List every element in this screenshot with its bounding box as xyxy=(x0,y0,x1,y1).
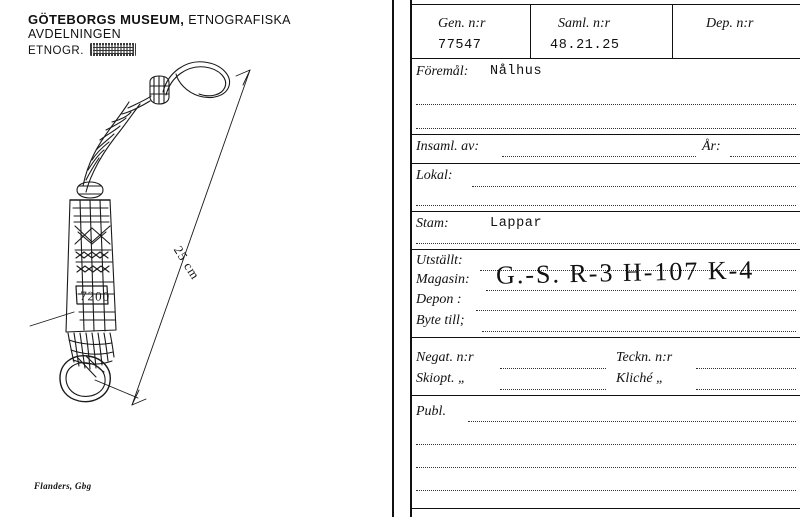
label-ar: År: xyxy=(702,139,721,154)
object-inscription-number: 7200 xyxy=(79,288,111,305)
label-foremal: Föremål: xyxy=(416,64,469,79)
museum-department-abbrev: ETNOGR. xyxy=(28,45,84,57)
label-stam: Stam: xyxy=(416,216,449,231)
dotrule-insaml-av xyxy=(502,156,696,157)
dotrule-publ-2 xyxy=(416,444,796,445)
rule-top xyxy=(410,4,800,5)
value-stam: Lappar xyxy=(490,216,543,231)
dotrule-depon xyxy=(476,310,796,311)
dotrule-lokal-1 xyxy=(472,186,796,187)
rule-bottom xyxy=(410,508,800,509)
dotrule-foremal-1 xyxy=(416,104,796,105)
card-content xyxy=(410,0,800,517)
dotrule-lokal-2 xyxy=(416,205,796,206)
card-edge-line-outer xyxy=(392,0,394,517)
label-publ: Publ. xyxy=(416,404,446,419)
rule-after-skiopt xyxy=(410,395,800,396)
dotrule-ar xyxy=(730,156,796,157)
rule-header-div-1 xyxy=(530,4,531,58)
value-saml-nr: 48.21.25 xyxy=(550,38,620,53)
rule-header-bottom xyxy=(410,58,800,59)
dotrule-negat-nr xyxy=(500,368,606,369)
label-dep-nr: Dep. n:r xyxy=(706,16,754,31)
dotrule-publ-1 xyxy=(468,421,796,422)
value-magasin: G.-S. R-3 H-107 K-4 xyxy=(495,255,755,290)
dotrule-teckn-nr xyxy=(696,368,796,369)
label-negat-nr: Negat. n:r xyxy=(416,350,474,365)
dotrule-byte-till xyxy=(482,331,796,332)
label-skiopt: Skiopt. „ xyxy=(416,371,466,386)
label-magasin: Magasin: xyxy=(416,272,470,287)
museum-name: GÖTEBORGS MUSEUM, xyxy=(28,12,185,27)
label-teckn-nr: Teckn. n:r xyxy=(616,350,673,365)
dotrule-publ-4 xyxy=(416,490,796,491)
catalog-card xyxy=(392,0,800,517)
label-saml-nr: Saml. n:r xyxy=(558,16,611,31)
value-foremal: Nålhus xyxy=(490,64,543,79)
dotrule-stam xyxy=(416,243,796,244)
rule-header-div-2 xyxy=(672,4,673,58)
dotrule-kliche xyxy=(696,389,796,390)
rule-after-insaml xyxy=(410,163,800,164)
rule-after-lokal xyxy=(410,211,800,212)
rule-after-stam xyxy=(410,249,800,250)
label-insaml-av: Insaml. av: xyxy=(416,139,479,154)
illustration-panel xyxy=(0,0,386,517)
artist-signature: Flanders, Gbg xyxy=(34,481,92,491)
label-lokal: Lokal: xyxy=(416,168,453,183)
dotrule-skiopt xyxy=(500,389,606,390)
rule-after-foremal xyxy=(410,134,800,135)
dotrule-publ-3 xyxy=(416,467,796,468)
label-kliche: Kliché „ xyxy=(616,371,664,386)
museum-department-full: ETNOGRAFISKA AVDELNINGEN xyxy=(28,13,291,41)
label-utstallt: Utställt: xyxy=(416,253,463,268)
dotrule-foremal-2 xyxy=(416,128,796,129)
label-gen-nr: Gen. n:r xyxy=(438,16,486,31)
scale-annotation: 25 cm xyxy=(170,243,204,283)
value-gen-nr: 77547 xyxy=(438,38,482,53)
label-byte-till: Byte till; xyxy=(416,313,465,328)
label-depon: Depon : xyxy=(416,292,462,307)
dotrule-magasin xyxy=(486,290,796,291)
rule-after-byte xyxy=(410,337,800,338)
